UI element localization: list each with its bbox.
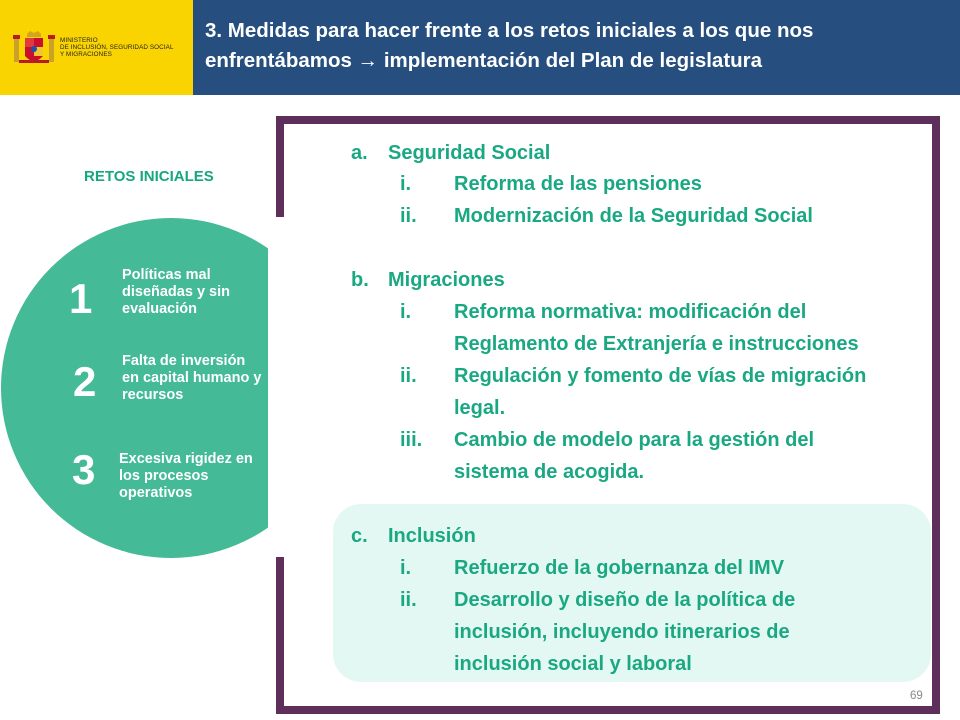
section-c-item-2-line-1: Desarrollo y diseño de la política de xyxy=(454,589,796,611)
section-b-item-3-line-1: Cambio de modelo para la gestión del xyxy=(454,429,815,451)
section-b-item-3-line-2: sistema de acogida. xyxy=(454,461,645,483)
section-b-item-1-line-2: Reglamento de Extranjería e instrucciones xyxy=(454,333,859,355)
section-c-item-1-marker: i. xyxy=(400,557,412,579)
section-a-marker: a. xyxy=(351,142,368,164)
reto-number-3: 3 xyxy=(72,446,96,493)
section-a-item-1: Reforma de las pensiones xyxy=(454,173,702,195)
section-c-marker: c. xyxy=(351,525,368,547)
section-c-item-2-line-3: inclusión social y laboral xyxy=(454,653,692,675)
title-bar xyxy=(193,0,960,95)
section-b-item-2-marker: ii. xyxy=(400,365,417,387)
section-a-item-2: Modernización de la Seguridad Social xyxy=(454,205,813,227)
reto-text-1: Políticas mal diseñadas y sin evaluación xyxy=(122,267,230,317)
section-b-item-2-line-1: Regulación y fomento de vías de migración xyxy=(454,365,867,387)
section-c-title: Inclusión xyxy=(388,525,476,547)
section-b-item-3-marker: iii. xyxy=(400,429,423,451)
section-b-item-1-line-1: Reforma normativa: modificación del xyxy=(454,301,807,323)
section-c-item-2-line-2: inclusión, incluyendo itinerarios de xyxy=(454,621,790,643)
section-b-title: Migraciones xyxy=(388,269,505,291)
reto-text-3: Excesiva rigidez en los procesos operativos xyxy=(119,451,253,501)
page-number: 69 xyxy=(910,690,923,702)
ministry-logo-block xyxy=(0,0,193,95)
ministry-name: MINISTERIO DE INCLUSIÓN, SEGURIDAD SOCIAL Y MIGRACIONES xyxy=(60,37,174,59)
slide-title: 3. Medidas para hacer frente a los retos iniciales a los que nos enfrentábamos → implementación del Plan de legislatura xyxy=(205,19,814,72)
reto-number-1: 1 xyxy=(69,275,93,322)
spain-coat-of-arms-icon xyxy=(13,30,55,70)
section-b-item-1-marker: i. xyxy=(400,301,412,323)
section-c-item-1: Refuerzo de la gobernanza del IMV xyxy=(454,557,785,579)
section-a-item-2-marker: ii. xyxy=(400,205,417,227)
retos-heading: RETOS INICIALES xyxy=(84,168,214,185)
section-a-item-1-marker: i. xyxy=(400,173,412,195)
reto-number-2: 2 xyxy=(73,358,97,405)
section-b-item-2-line-2: legal. xyxy=(454,397,506,419)
section-a-title: Seguridad Social xyxy=(388,142,551,164)
section-b-marker: b. xyxy=(351,269,369,291)
reto-text-2: Falta de inversión en capital humano y recursos xyxy=(122,353,262,403)
section-c-item-2-marker: ii. xyxy=(400,589,417,611)
